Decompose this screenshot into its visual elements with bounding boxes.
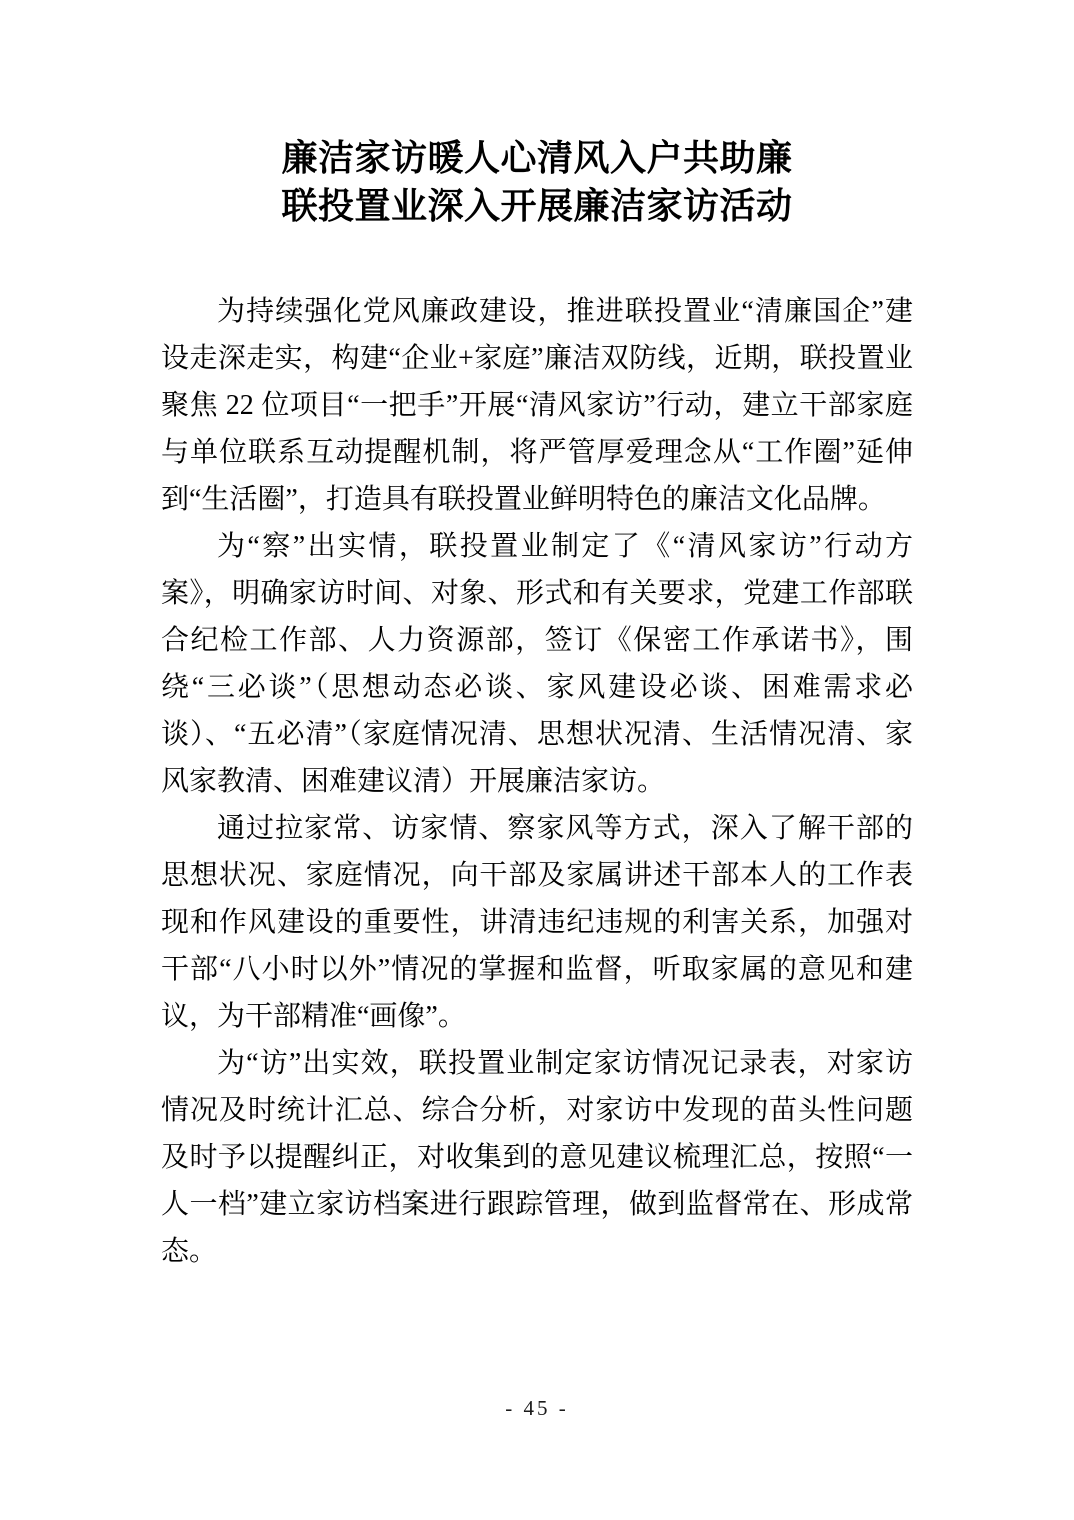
document-body (161, 288, 913, 1275)
page-number: - 45 - (505, 1396, 569, 1420)
paragraph-4: 为“访”出实效，联投置业制定家访情况记录表，对家访情况及时统计汇总、综合分析，对家访中发现的苗头性问题及时予以提醒纠正，对收集到的意见建议梳理汇总，按照“一人一档”建立家访档案进行跟踪管理，做到监督常在、形成常态。 (161, 1048, 913, 1267)
paragraph-3: 通过拉家常、访家情、察家风等方式，深入了解干部的思想状况、家庭情况，向干部及家属讲述干部本人的工作表现和作风建设的重要性，讲清违纪违规的利害关系，加强对干部“八小时以外”情况的掌握和监督，听取家属的意见和建议，为干部精准“画像”。 (161, 813, 913, 1032)
document-title (0, 0, 1074, 230)
paragraph-1: 为持续强化党风廉政建设，推进联投置业“清廉国企”建设走深走实，构建“企业+家庭”廉洁双防线，近期，联投置业聚焦 22 位项目“一把手”开展“清风家访”行动，建立干部家庭与单位联系互动提醒机制，将严管厚爱理念从“工作圈”延伸到“生活圈”，打造具有联投置业鲜明特色的廉洁文化品牌。 (161, 296, 913, 515)
title-line-1: 廉洁家访暖人心清风入户共助廉 (281, 138, 793, 178)
title-line-2: 联投置业深入开展廉洁家访活动 (281, 186, 793, 226)
paragraph-2: 为“察”出实情，联投置业制定了《“清风家访”行动方案》，明确家访时间、对象、形式和有关要求，党建工作部联合纪检工作部、人力资源部，签订《保密工作承诺书》，围绕“三必谈”（思想动态必谈、家风建设必谈、困难需求必谈）、“五必清”（家庭情况清、思想状况清、生活情况清、家风家教清、困难建议清）开展廉洁家访。 (161, 531, 913, 797)
